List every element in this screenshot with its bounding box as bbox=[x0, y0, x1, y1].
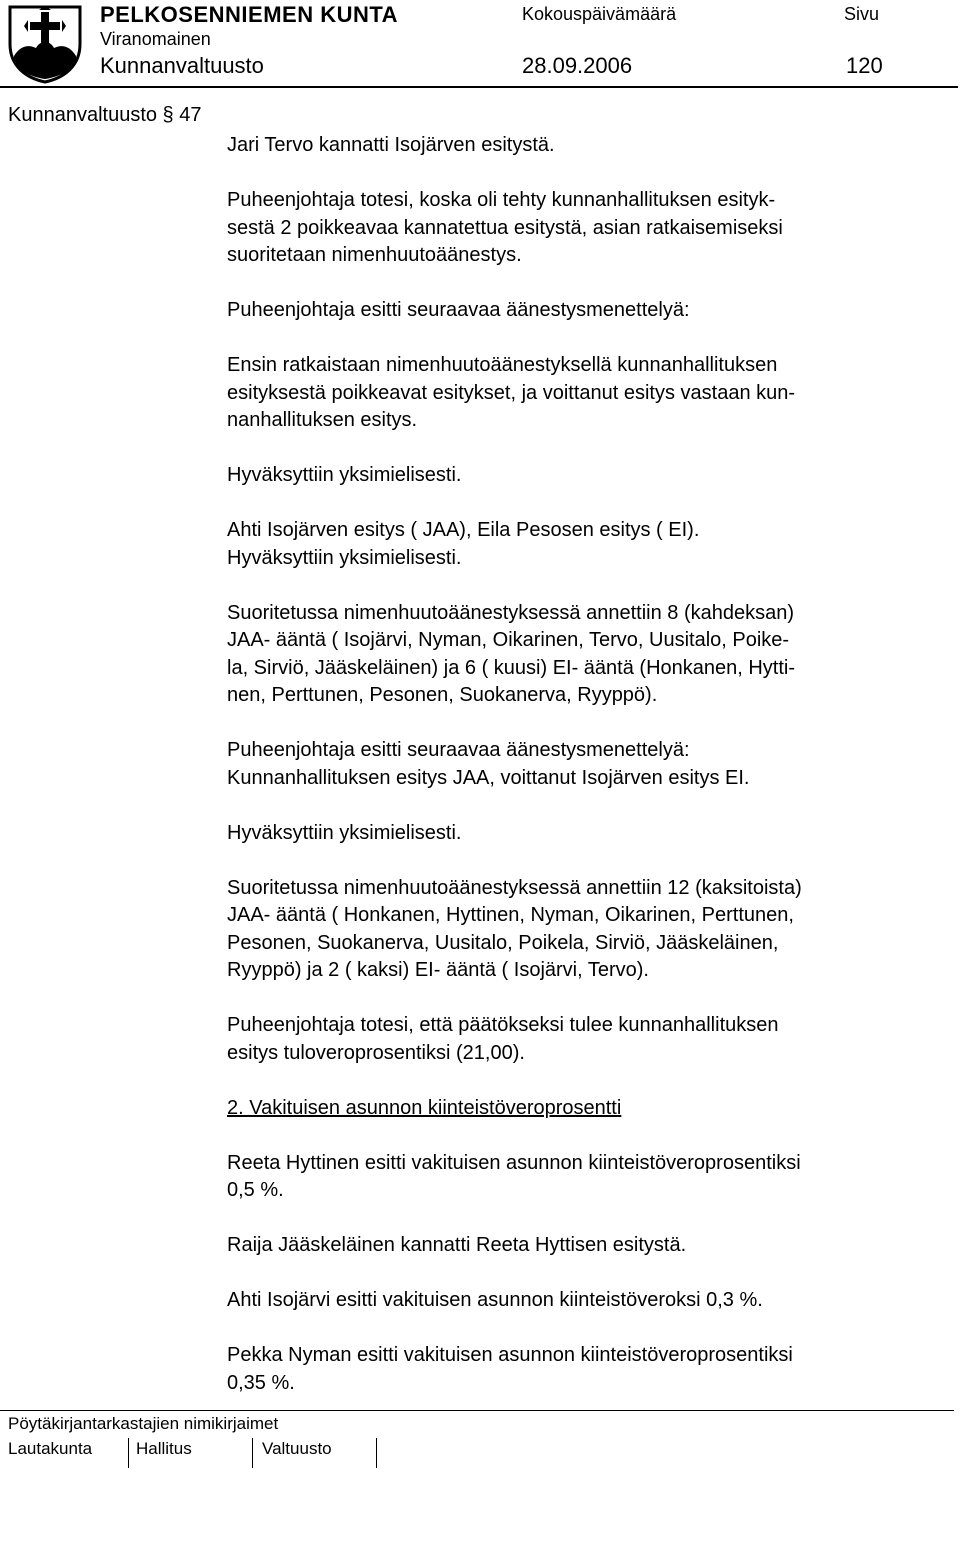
text-line: Ahti Isojärven esitys ( JAA), Eila Pesosen esitys ( EI). bbox=[227, 519, 700, 541]
text-line: Puheenjohtaja esitti seuraavaa äänestysmenettelyä: bbox=[227, 739, 690, 761]
footer-initials-government: Hallitus bbox=[136, 1439, 192, 1458]
meeting-date: 28.09.2006 bbox=[522, 53, 633, 78]
text-line: Suoritetussa nimenhuutoäänestyksessä annettiin 8 (kahdeksan) bbox=[227, 601, 795, 624]
text-line: Ahti Isojärvi esitti vakituisen asunnon kiinteistöveroksi 0,3 %. bbox=[227, 1289, 763, 1311]
text-line: nen, Perttunen, Pesonen, Suokanerva, Ryyppö). bbox=[227, 684, 658, 706]
footer-initials-board: Lautakunta bbox=[8, 1439, 93, 1458]
text-line: JAA- ääntä ( Honkanen, Hyttinen, Nyman, Oikarinen, Perttunen, bbox=[227, 904, 794, 926]
text-line: Kunnanhallituksen esitys JAA, voittanut Isojärven esitys EI. bbox=[227, 766, 750, 789]
minutes-body bbox=[227, 132, 927, 1397]
text-line: Ensin ratkaistaan nimenhuutoäänestyksellä kunnanhallituksen bbox=[227, 354, 778, 376]
text-line: esitys tuloveroprosentiksi (21,00). bbox=[227, 1041, 525, 1064]
text-line: JAA- ääntä ( Isojärvi, Nyman, Oikarinen, Tervo, Uusitalo, Poike- bbox=[227, 629, 790, 651]
text-line: Puheenjohtaja totesi, koska oli tehty kunnanhallituksen esityk- bbox=[227, 189, 776, 211]
text-line: Ryyppö) ja 2 ( kaksi) EI- ääntä ( Isojärvi, Tervo). bbox=[227, 959, 649, 981]
date-label: Kokouspäivämäärä bbox=[522, 4, 677, 24]
text-line: nanhallituksen esitys. bbox=[227, 409, 418, 431]
text-line: Jari Tervo kannatti Isojärven esitystä. bbox=[227, 134, 555, 156]
section-reference: Kunnanvaltuusto § 47 bbox=[8, 104, 202, 126]
text-line: Suoritetussa nimenhuutoäänestyksessä annettiin 12 (kaksitoista) bbox=[227, 876, 802, 899]
text-line: Pekka Nyman esitti vakituisen asunnon kiinteistöveroprosentiksi bbox=[227, 1344, 793, 1366]
page-label: Sivu bbox=[844, 4, 880, 24]
text-line: Hyväksyttiin yksimielisesti. bbox=[227, 821, 462, 844]
text-line: Hyväksyttiin yksimielisesti. bbox=[227, 546, 462, 569]
text-line: 0,5 %. bbox=[227, 1179, 284, 1201]
footer-label: Pöytäkirjantarkastajien nimikirjaimet bbox=[8, 1414, 279, 1433]
footer-column-divider bbox=[252, 1438, 253, 1468]
page-number: 120 bbox=[846, 53, 883, 78]
agency-name: Kunnanvaltuusto bbox=[100, 53, 264, 78]
text-line: Pesonen, Suokanerva, Uusitalo, Poikela, Sirviö, Jääskeläinen, bbox=[227, 931, 779, 954]
text-line: la, Sirviö, Jääskeläinen) ja 6 ( kuusi) EI- ääntä (Honkanen, Hytti- bbox=[227, 656, 796, 679]
text-line: suoritetaan nimenhuutoäänestys. bbox=[227, 244, 522, 266]
text-line: Reeta Hyttinen esitti vakituisen asunnon kiinteistöveroprosentiksi bbox=[227, 1151, 801, 1174]
text-line: sestä 2 poikkeavaa kannatettua esitystä, asian ratkaisemiseksi bbox=[227, 216, 783, 239]
footer-column-divider bbox=[376, 1438, 377, 1468]
text-line: esityksestä poikkeavat esitykset, ja voittanut esitys vastaan kun- bbox=[227, 381, 796, 404]
coat-of-arms-icon bbox=[6, 4, 84, 84]
agency-label: Viranomainen bbox=[100, 29, 211, 49]
footer-initials-council: Valtuusto bbox=[262, 1439, 332, 1458]
footer-column-divider bbox=[128, 1438, 129, 1468]
text-line: Puheenjohtaja totesi, että päätökseksi tulee kunnanhallituksen bbox=[227, 1014, 779, 1036]
organization-name: PELKOSENNIEMEN KUNTA bbox=[100, 2, 399, 27]
footer-divider bbox=[0, 1410, 954, 1411]
text-line: 0,35 %. bbox=[227, 1371, 295, 1394]
text-line: Raija Jääskeläinen kannatti Reeta Hyttisen esitystä. bbox=[227, 1234, 687, 1256]
agenda-item-heading: 2. Vakituisen asunnon kiinteistöveroprosentti bbox=[227, 1096, 622, 1119]
text-line: Puheenjohtaja esitti seuraavaa äänestysmenettelyä: bbox=[227, 299, 690, 321]
header-divider bbox=[0, 86, 958, 88]
text-line: Hyväksyttiin yksimielisesti. bbox=[227, 464, 462, 486]
